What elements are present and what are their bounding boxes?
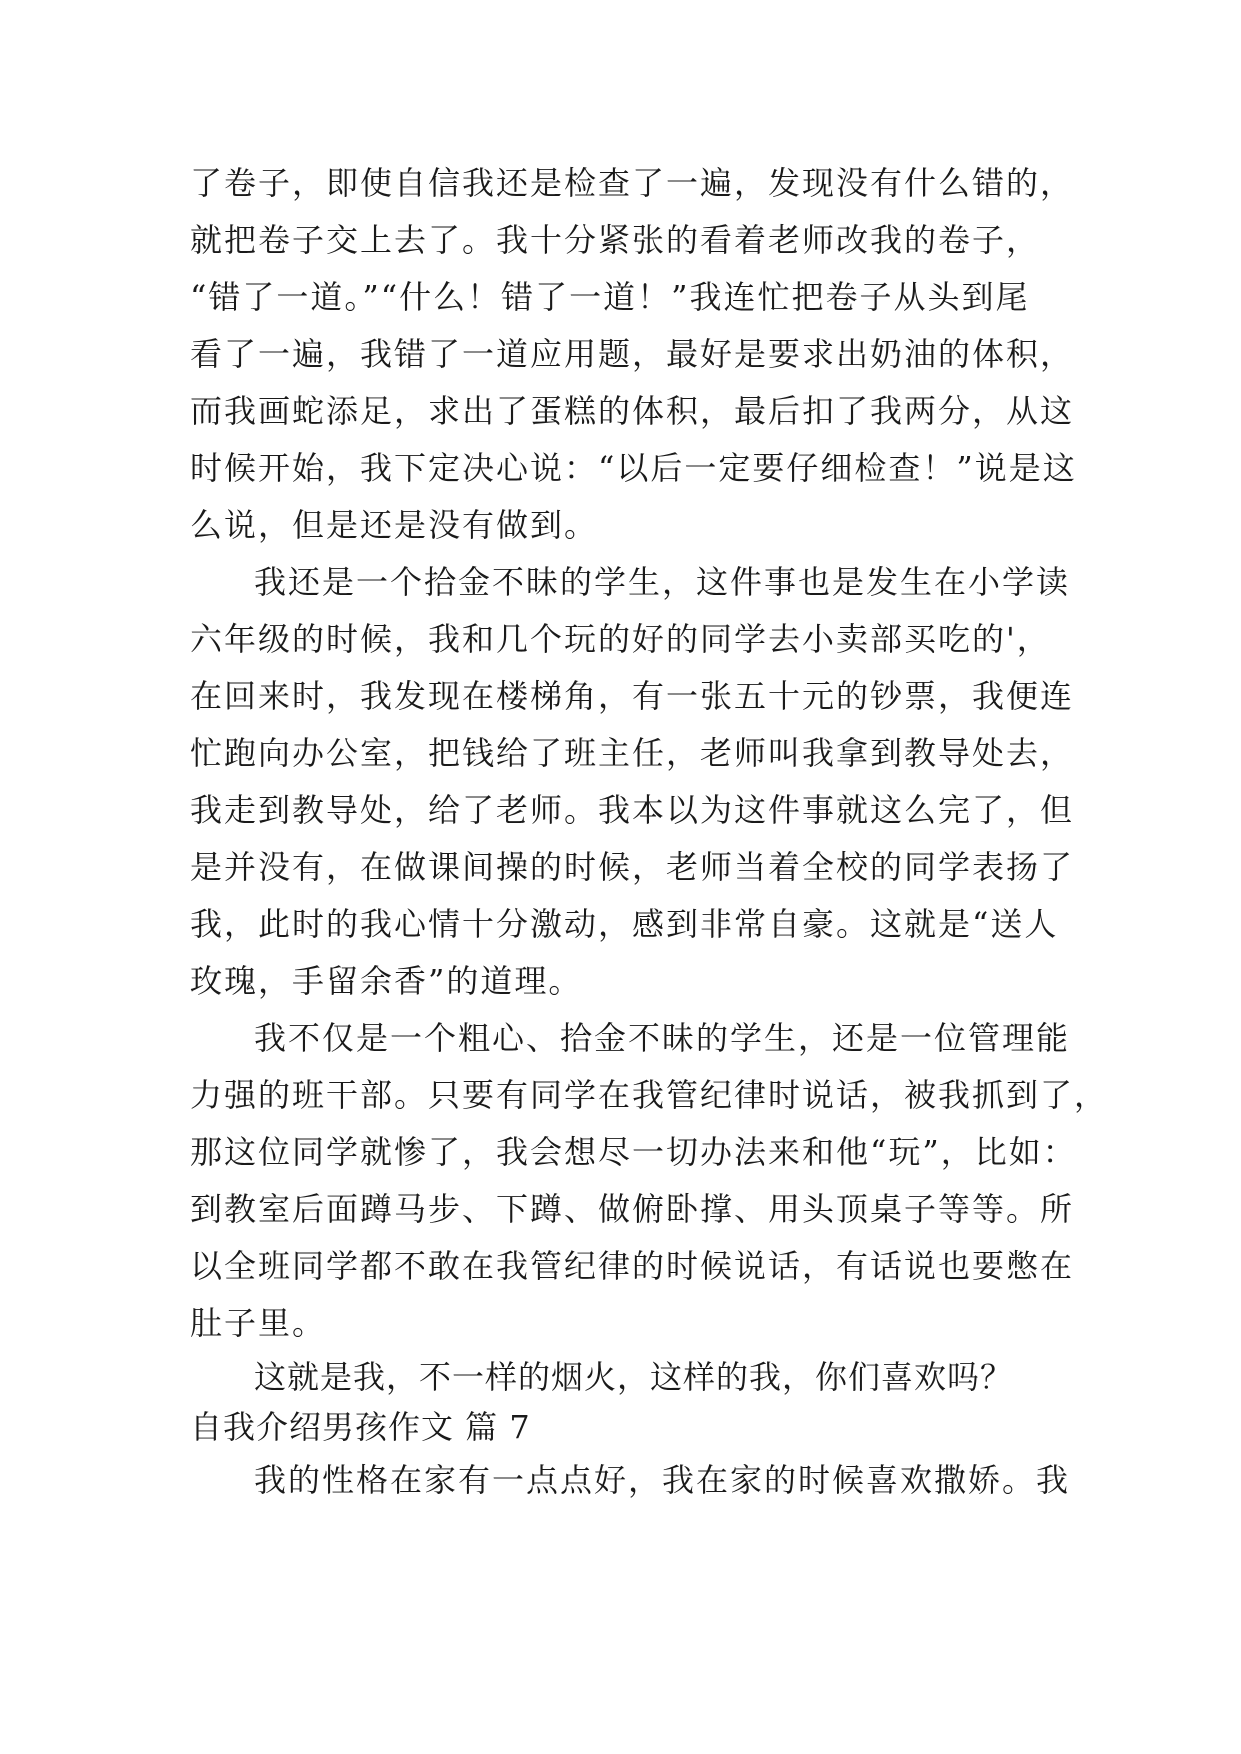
text-line: 看了一遍，我错了一道应用题，最好是要求出奶油的体积， [190, 335, 1075, 373]
text-line: 是并没有，在做课间操的时候，老师当着全校的同学表扬了 [190, 848, 1075, 886]
text-line: 我不仅是一个粗心、拾金不昧的学生，还是一位管理能 [254, 1019, 1071, 1057]
text-line: 忙跑向办公室，把钱给了班主任，老师叫我拿到教导处去， [190, 734, 1075, 772]
text-line: 在回来时，我发现在楼梯角，有一张五十元的钞票，我便连 [190, 677, 1075, 715]
text-line: 力强的班干部。只要有同学在我管纪律时说话，被我抓到了， [190, 1076, 1109, 1114]
text-line: 我走到教导处，给了老师。我本以为这件事就这么完了，但 [190, 791, 1075, 829]
document-body [190, 155, 1109, 1509]
section-title: 自我介绍男孩作文 篇 7 [190, 1408, 531, 1446]
text-line: 以全班同学都不敢在我管纪律的时候说话，有话说也要憋在 [190, 1247, 1075, 1285]
paragraph-2 [190, 554, 1075, 1010]
text-line: “错了一道。”“什么！错了一道！”我连忙把卷子从头到尾 [190, 278, 1030, 316]
text-line: 到教室后面蹲马步、下蹲、做俯卧撑、用头顶桌子等等。所 [190, 1190, 1075, 1228]
text-line: 我的性格在家有一点点好，我在家的时候喜欢撒娇。我 [254, 1461, 1071, 1499]
text-line: 了卷子，即使自信我还是检查了一遍，发现没有什么错的， [190, 164, 1075, 202]
section-heading [190, 1402, 1070, 1452]
text-line: 时候开始，我下定决心说：“以后一定要仔细检查！”说是这 [190, 449, 1077, 487]
text-line: 而我画蛇添足，求出了蛋糕的体积，最后扣了我两分，从这 [190, 392, 1075, 430]
text-line: 玫瑰，手留余香”的道理。 [190, 962, 583, 1000]
paragraph-4 [190, 1352, 1070, 1402]
text-line: 我，此时的我心情十分激动，感到非常自豪。这就是“送人 [190, 905, 1059, 943]
paragraph-5 [190, 1452, 1070, 1509]
text-line: 这就是我，不一样的烟火，这样的我，你们喜欢吗？ [254, 1358, 1014, 1396]
text-line: 肚子里。 [190, 1304, 327, 1342]
text-line: 那这位同学就惨了，我会想尽一切办法来和他“玩”，比如： [190, 1133, 1077, 1171]
text-line: 就把卷子交上去了。我十分紧张的看着老师改我的卷子， [190, 221, 1041, 259]
paragraph-1 [190, 155, 1077, 554]
text-line: 我还是一个拾金不昧的学生，这件事也是发生在小学读 [254, 563, 1071, 601]
text-line: 么说，但是还是没有做到。 [190, 506, 599, 544]
paragraph-3 [190, 1010, 1109, 1352]
text-line: 六年级的时候，我和几个玩的好的同学去小卖部买吃的'， [190, 620, 1051, 658]
